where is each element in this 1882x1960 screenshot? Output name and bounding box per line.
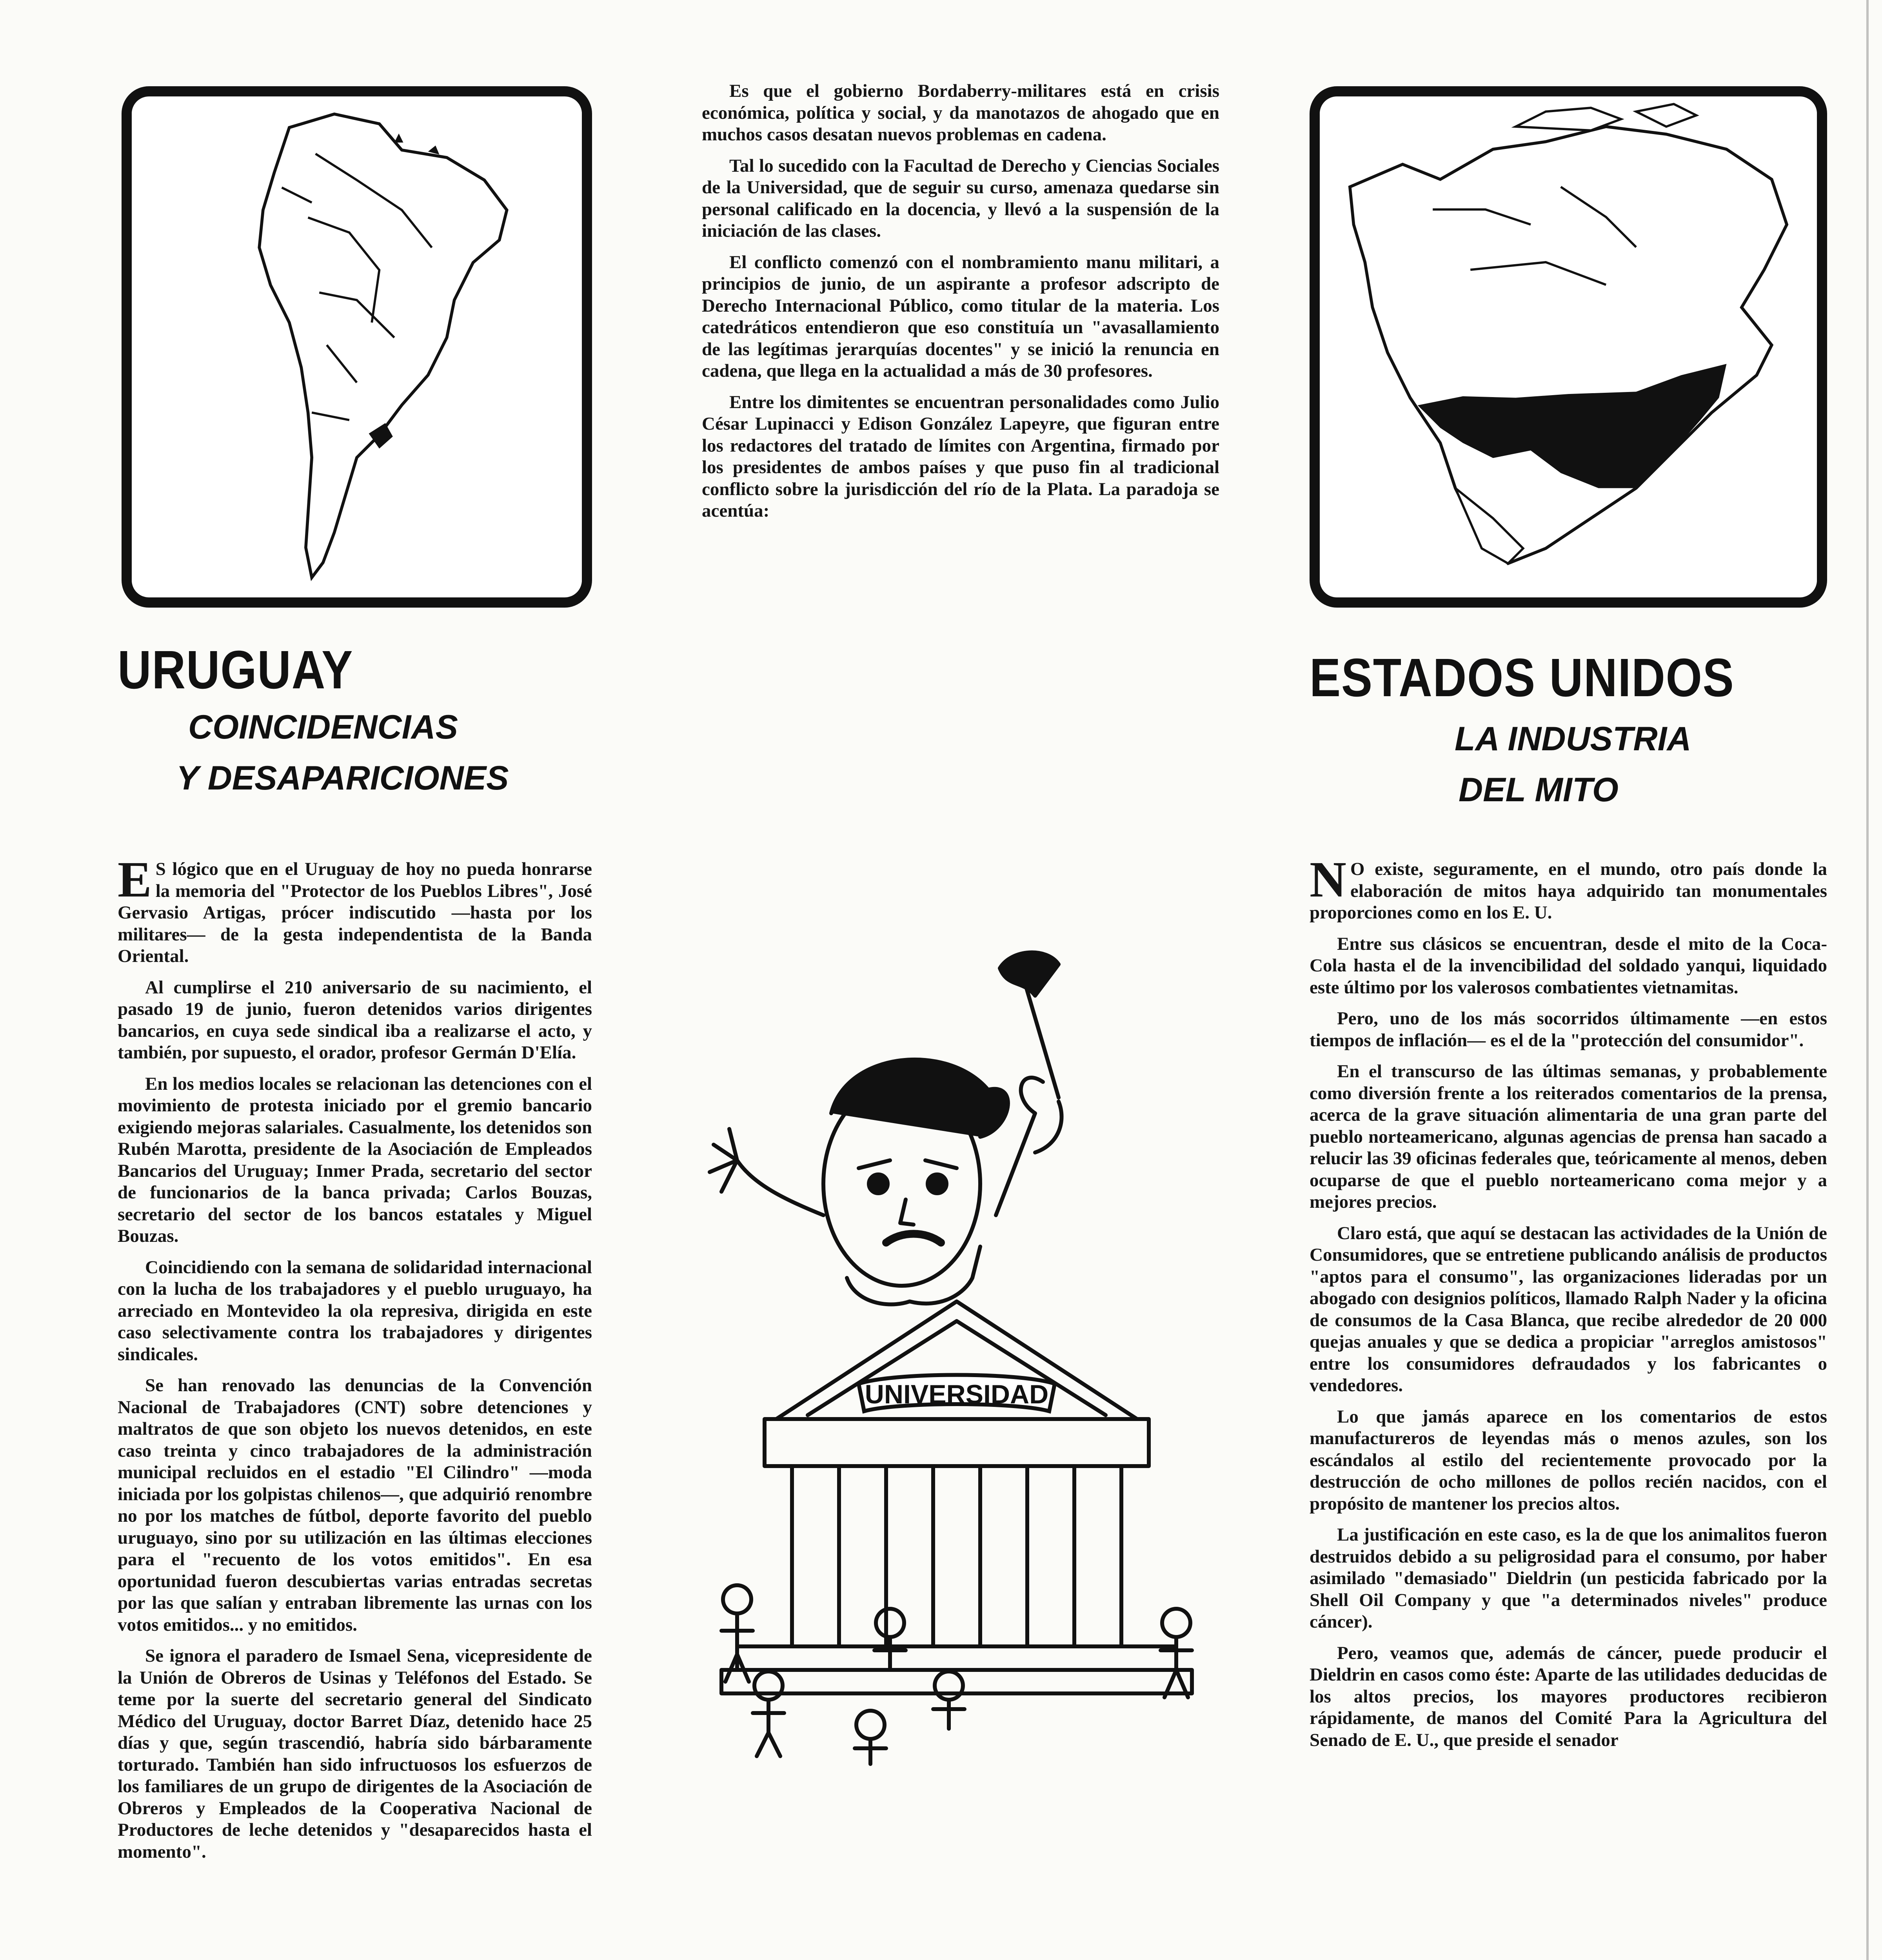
article-paragraph: Lo que jamás aparece en los comentarios de estos manufactureros de leyendas más o menos azules, son los escándalos al estilo del recientemente provocado por la destrucción de ocho millones de pollos recién nacidos, con el propósito de mantener los precios altos. — [1310, 1406, 1827, 1514]
uruguay-continuation-top — [702, 80, 1219, 532]
south-america-map — [122, 86, 592, 608]
article-paragraph: Coincidiendo con la semana de solidaridad internacional con la lucha de los trabajadores y el pueblo uruguayo, ha arreciado en Montevideo la ola represiva, dirigida en este caso selectivamente contra los trabajadores y dirigentes sindicales. — [118, 1257, 592, 1365]
uruguay-article-body — [118, 851, 592, 1872]
article-paragraph: Tal lo sucedido con la Facultad de Derecho y Ciencias Sociales de la Universidad, que de seguir su curso, amenaza quedarse sin personal calificado en la docencia, y llevó a la suspensión de la iniciación de las clases. — [702, 155, 1219, 241]
article-paragraph: Entre sus clásicos se encuentran, desde el mito de la Coca-Cola hasta el de la invencibilidad del soldado yanqui, liquidado este último por los valerosos combatientes vietnamitas. — [1310, 933, 1827, 998]
article-paragraph: Al cumplirse el 210 aniversario de su nacimiento, el pasado 19 de junio, fueron detenidos varios dirigentes bancarios, en cuya sede sindical iba a realizarse el acto, y también, por supuesto, el orador, profesor Germán D'Elía. — [118, 977, 592, 1063]
uruguay-subtitle-line-1: COINCIDENCIAS — [188, 708, 458, 746]
uruguay-title: URUGUAY — [118, 640, 354, 700]
cartoon-sign-text: UNIVERSIDAD — [865, 1379, 1049, 1409]
north-america-map — [1310, 86, 1827, 608]
usa-title: ESTADOS UNIDOS — [1310, 648, 1735, 708]
article-paragraph: Claro está, que aquí se destacan las actividades de la Unión de Consumidores, que se entretiene publicando análisis de productos "aptos para el consumo", las organizaciones lideradas por un abogado con designios políticos, llamado Ralph Nader y la oficina de consumos de la Casa Blanca, que recibe alrededor de 20 000 quejas anuales y que se dedica a propiciar "arreglos amistosos" entre los consumidores defraudados y los fabricantes o vendedores. — [1310, 1223, 1827, 1396]
drop-cap: N — [1310, 851, 1346, 908]
article-paragraph: La justificación en este caso, es la de que los animalitos fueron destruidos debido a su peligrosidad para el consumo, por haber asimilado "demasiado" Dieldrin (un pesticida fabricado por la Shell Oil Company y que "a determinados niveles" produce cáncer). — [1310, 1524, 1827, 1632]
usa-article-body — [1310, 851, 1827, 1760]
article-paragraph: N O existe, seguramente, en el mundo, otro país donde la elaboración de mitos haya adquirido tan monumentales proporciones como en los E. U. — [1310, 851, 1827, 923]
north-america-map-icon — [1320, 96, 1817, 597]
usa-subtitle-line-1: LA INDUSTRIA — [1455, 720, 1691, 758]
drop-cap: E — [118, 851, 152, 908]
article-paragraph: En los medios locales se relacionan las detenciones con el movimiento de protesta iniciado por el gremio bancario exigiendo mejoras salariales. Casualmente, los detenidos son Rubén Marotta, presidente de la Asociación de Empleados Bancarios del Uruguay; Inmer Prada, secretario del sector de funcionarios de la banca privada; Carlos Bouzas, secretario del sector de los bancos estatales y Miguel Bouzas. — [118, 1073, 592, 1246]
article-paragraph: Es que el gobierno Bordaberry-militares está en crisis económica, política y social, y da manotazos de ahogado que en muchos casos desatan nuevos problemas en cadena. — [702, 81, 1219, 145]
article-paragraph: Se han renovado las denuncias de la Convención Nacional de Trabajadores (CNT) sobre detenciones y maltratos de que son objeto los nuevos detenidos, en este caso treinta y cinco trabajadores de la administración municipal recluidos en el estadio "El Cilindro" —moda iniciada por los golpistas chilenos—, que adquirió renombre no por los matches de fútbol, deporte favorito del pueblo uruguayo, sino por su utilización en las últimas elecciones para el "recuento de los votos emitidos". En esa oportunidad fueron descubiertas varias entradas secretas por las que salían y entraban libremente las urnas con los votos emitidos... y no emitidos. — [118, 1375, 592, 1635]
south-america-map-icon — [132, 96, 582, 597]
cartoon-illustration — [690, 933, 1223, 1768]
article-paragraph: El conflicto comenzó con el nombramiento manu militari, a principios de junio, de un aspirante a profesor adscripto de Derecho Internacional Público, como titular de la materia. Los catedráticos entendieron que eso constituía un "avasallamiento de las legítimas jerarquías docentes" y se inició la renuncia en cadena, que llega en la actualidad a más de 30 profesores. — [702, 252, 1219, 381]
scan-edge-line — [1866, 0, 1869, 1960]
uruguay-subtitle — [176, 702, 509, 804]
article-paragraph: Pero, veamos que, además de cáncer, puede producir el Dieldrin en casos como éste: Aparte de las utilidades deducidas de los altos precios, los mayores productores recibieron rápidamente, de manos del Comité Para la Agricultura del Senado de E. U., que preside el senador — [1310, 1642, 1827, 1750]
article-paragraph: Se ignora el paradero de Ismael Sena, vicepresidente de la Unión de Obreros de Usinas y Teléfonos del Estado. Se teme por la suerte del secretario general del Sindicato Médico del Uruguay, doctor Barret Díaz, detenido hace 25 días y que, según trascendió, habría sido bárbaramente torturado. También han sido infructuosos los esfuerzos de los familiares de un grupo de dirigentes de la Asociación de Obreros y Empleados de la Cooperativa Nacional de Productores de leche detenidos y "desaparecidos hasta el momento". — [118, 1646, 592, 1862]
usa-subtitle-line-2: DEL MITO — [1459, 771, 1619, 809]
university-cartoon — [690, 933, 1223, 1768]
usa-subtitle — [1455, 713, 1691, 815]
article-paragraph: En el transcurso de las últimas semanas, y probablemente como diversión frente a los reiterados comentarios de la prensa, acerca de la grave situación alimentaria de una gran parte del pueblo norteamericano, algunas agencias de prensa han sacado a relucir las 39 oficinas federales que, teóricamente al menos, deben ocuparse de que el pueblo norteamericano coma mejor y a mejores precios. — [1310, 1061, 1827, 1212]
article-paragraph: Entre los dimitentes se encuentran personalidades como Julio César Lupinacci y Edison González Lapeyre, que figuran entre los redactores del tratado de límites con Argentina, firmado por los presidentes de ambos países y que puso fin al tradicional conflicto sobre la jurisdicción del río de la Plata. La paradoja se acentúa: — [702, 392, 1219, 521]
article-paragraph: Pero, uno de los más socorridos últimamente —en estos tiempos de inflación— es el de la "protección del consumidor". — [1310, 1008, 1827, 1051]
uruguay-subtitle-line-2: Y DESAPARICIONES — [176, 759, 509, 797]
article-paragraph: E S lógico que en el Uruguay de hoy no pueda honrarse la memoria del "Protector de los Pueblos Libres", José Gervasio Artigas, prócer indiscutido —hasta por los militares— de la gesta independentista de la Banda Oriental. — [118, 851, 592, 966]
